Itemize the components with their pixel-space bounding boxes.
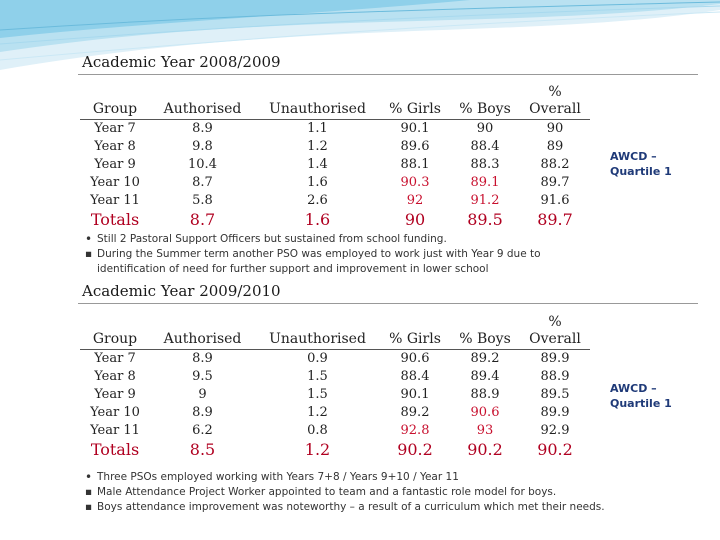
section-title-2008: Academic Year 2008/2009 — [82, 53, 281, 71]
cell: 89.5 — [540, 387, 570, 402]
cell: 90 — [476, 121, 494, 136]
bullet-list-2009 — [85, 470, 605, 515]
totals-row — [80, 210, 590, 230]
cell: 90.6 — [470, 405, 500, 420]
cell: Year 10 — [90, 175, 140, 190]
table-row — [80, 120, 590, 139]
total-boys: 90.2 — [467, 440, 503, 459]
list-item: ▪ During the Summer term another PSO was employed to work just with Year 9 due to identification of need for further support and improvement in lower school — [85, 248, 541, 275]
cell: 10.4 — [188, 157, 217, 172]
total-unauthorised: 1.6 — [304, 210, 331, 229]
table-row — [80, 368, 590, 386]
header-authorised: Authorised — [150, 84, 255, 120]
table-row — [80, 174, 590, 192]
cell: Year 9 — [94, 387, 136, 402]
cell: 89.1 — [470, 175, 500, 190]
cell: 90.3 — [400, 175, 430, 190]
cell: Year 8 — [94, 369, 136, 384]
cell: 89 — [546, 139, 564, 154]
total-girls: 90.2 — [397, 440, 433, 459]
cell: 90.1 — [400, 121, 430, 136]
table-row — [80, 350, 590, 369]
section-divider — [78, 74, 698, 75]
cell: 89.4 — [470, 369, 500, 384]
cell: 9 — [198, 387, 207, 402]
cell: 92.9 — [540, 423, 570, 438]
cell: 1.2 — [307, 405, 328, 420]
cell: 1.5 — [307, 369, 328, 384]
list-item: ▪ Male Attendance Project Worker appointed to team and a fantastic role model for boys. — [85, 486, 557, 498]
cell: 88.3 — [470, 157, 500, 172]
cell: 1.1 — [307, 121, 328, 136]
cell: 90.6 — [400, 351, 430, 366]
totals-label: Totals — [90, 210, 140, 229]
attendance-table-2009 — [80, 314, 590, 460]
cell: 88.2 — [540, 157, 570, 172]
header-overall: % Overall — [520, 84, 590, 120]
cell: 88.4 — [400, 369, 430, 384]
total-unauthorised: 1.2 — [304, 440, 331, 459]
bullet-icon: ▪ — [85, 248, 93, 260]
cell: 89.2 — [400, 405, 430, 420]
cell: 0.8 — [307, 423, 328, 438]
cell: 8.7 — [192, 175, 213, 190]
cell: 9.8 — [192, 139, 213, 154]
cell: Year 10 — [90, 405, 140, 420]
table-row — [80, 422, 590, 440]
cell: Year 7 — [94, 351, 136, 366]
cell: 88.9 — [470, 387, 500, 402]
list-item: • Still 2 Pastoral Support Officers but sustained from school funding. — [85, 232, 447, 246]
table-row — [80, 404, 590, 422]
cell: 8.9 — [192, 405, 213, 420]
header-girls: % Girls — [380, 314, 450, 350]
cell: Year 11 — [90, 423, 140, 438]
cell: 88.9 — [540, 369, 570, 384]
header-group: Group — [80, 314, 150, 350]
table-row — [80, 386, 590, 404]
cell: 91.6 — [540, 193, 570, 208]
cell: 6.2 — [192, 423, 213, 438]
total-authorised: 8.7 — [189, 210, 216, 229]
section-divider — [78, 303, 698, 304]
totals-label: Totals — [90, 440, 140, 459]
total-girls: 90 — [404, 210, 426, 229]
cell: 1.6 — [307, 175, 328, 190]
cell: 5.8 — [192, 193, 213, 208]
header-overall: % Overall — [520, 314, 590, 350]
cell: 2.6 — [307, 193, 328, 208]
list-item: • Three PSOs employed working with Years 7+8 / Years 9+10 / Year 11 — [85, 470, 459, 484]
cell: Year 11 — [90, 193, 140, 208]
cell: 93 — [476, 423, 494, 438]
total-overall: 89.7 — [537, 210, 573, 229]
cell: 9.5 — [192, 369, 213, 384]
header-authorised: Authorised — [150, 314, 255, 350]
header-group: Group — [80, 84, 150, 120]
total-overall: 90.2 — [537, 440, 573, 459]
attendance-table-2008 — [80, 84, 590, 230]
header-unauthorised: Unauthorised — [255, 314, 380, 350]
bullet-icon: ▪ — [85, 501, 93, 513]
cell: Year 7 — [94, 121, 136, 136]
header-boys: % Boys — [450, 84, 520, 120]
header-girls: % Girls — [380, 84, 450, 120]
bullet-list-2008 — [85, 232, 567, 277]
quartile-note-2009: AWCD – Quartile 1 — [610, 382, 672, 410]
table-row — [80, 138, 590, 156]
total-authorised: 8.5 — [189, 440, 216, 459]
cell: 89.7 — [540, 175, 570, 190]
cell: 90.1 — [400, 387, 430, 402]
cell: 89.2 — [470, 351, 500, 366]
cell: 1.4 — [307, 157, 328, 172]
cell: 88.4 — [470, 139, 500, 154]
bullet-icon: ▪ — [85, 486, 93, 498]
cell: 91.2 — [470, 193, 500, 208]
table-row — [80, 192, 590, 210]
bullet-icon: • — [85, 232, 93, 246]
cell: 89.9 — [540, 351, 570, 366]
quartile-note-2008: AWCD – Quartile 1 — [610, 150, 672, 178]
table-row — [80, 156, 590, 174]
section-title-2009: Academic Year 2009/2010 — [82, 282, 281, 300]
header-unauthorised: Unauthorised — [255, 84, 380, 120]
cell: 8.9 — [192, 351, 213, 366]
cell: Year 9 — [94, 157, 136, 172]
cell: 92 — [406, 193, 424, 208]
cell: 92.8 — [400, 423, 430, 438]
cell: 89.9 — [540, 405, 570, 420]
cell: 1.5 — [307, 387, 328, 402]
cell: Year 8 — [94, 139, 136, 154]
cell: 90 — [546, 121, 564, 136]
cell: 88.1 — [400, 157, 430, 172]
list-item: ▪ Boys attendance improvement was noteworthy – a result of a curriculum which met their needs. — [85, 501, 605, 513]
cell: 8.9 — [192, 121, 213, 136]
cell: 0.9 — [307, 351, 328, 366]
cell: 89.6 — [400, 139, 430, 154]
header-boys: % Boys — [450, 314, 520, 350]
bullet-icon: • — [85, 470, 93, 484]
total-boys: 89.5 — [467, 210, 503, 229]
totals-row — [80, 440, 590, 460]
cell: 1.2 — [307, 139, 328, 154]
